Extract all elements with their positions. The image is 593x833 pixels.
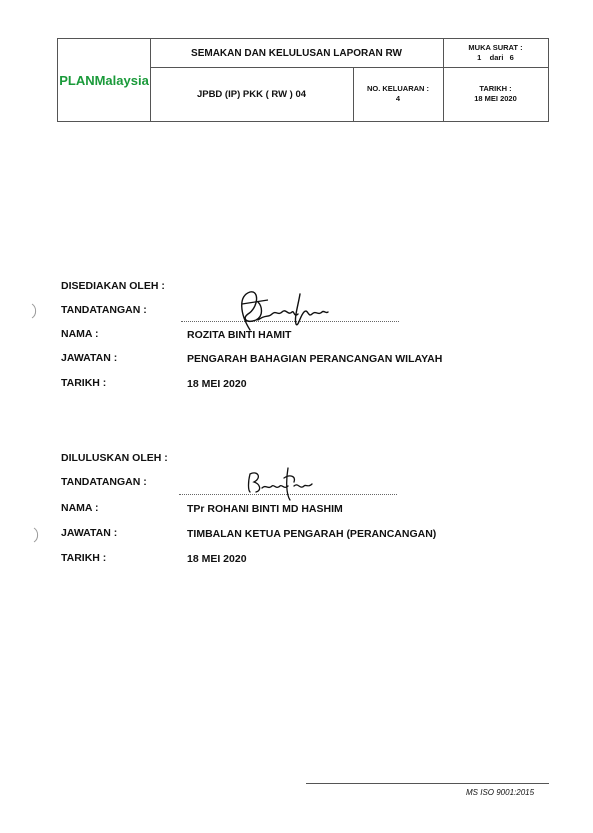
approved-position-label: JAWATAN : [61, 527, 118, 539]
header-date-cell [443, 67, 548, 121]
approved-date-value: 18 MEI 2020 [187, 553, 247, 565]
approved-name-label: NAMA : [61, 502, 99, 514]
page-label: MUKA SURAT : [468, 43, 523, 52]
header-date-label: TARIKH : [479, 84, 512, 93]
hole-punch-mark [28, 302, 42, 320]
header-date-value: 18 MEI 2020 [474, 94, 517, 103]
prepared-section-label: DISEDIAKAN OLEH : [61, 280, 165, 292]
approved-position-value: TIMBALAN KETUA PENGARAH (PERANCANGAN) [187, 528, 437, 540]
approved-date-label: TARIKH : [61, 552, 107, 564]
approved-name-value: TPr ROHANI BINTI MD HASHIM [187, 503, 343, 515]
document-code: JPBD (IP) PKK ( RW ) 04 [196, 88, 307, 100]
approved-signature-label: TANDATANGAN : [61, 476, 147, 488]
prepared-signature-label: TANDATANGAN : [61, 304, 147, 316]
prepared-name-label: NAMA : [61, 328, 99, 340]
prepared-position-value: PENGARAH BAHAGIAN PERANCANGAN WILAYAH [187, 353, 443, 365]
approved-section-label: DILULUSKAN OLEH : [61, 452, 168, 464]
prepared-date-value: 18 MEI 2020 [187, 378, 247, 390]
prepared-name-value: ROZITA BINTI HAMIT [187, 329, 292, 341]
page-value: 1 dari 6 [477, 53, 514, 62]
approved-signature [244, 460, 320, 504]
planmalaysia-logo: PLANMalaysia [59, 72, 149, 88]
page-cell [443, 39, 548, 67]
revision-label: NO. KELUARAN : [366, 84, 430, 93]
prepared-position-label: JAWATAN : [61, 352, 118, 364]
footer-standard: MS ISO 9001:2015 [466, 788, 535, 797]
revision-cell [353, 67, 443, 121]
header-table [57, 38, 549, 122]
footer-rule [306, 783, 549, 784]
revision-value: 4 [395, 94, 401, 103]
prepared-date-label: TARIKH : [61, 377, 107, 389]
hole-punch-mark-2 [30, 526, 44, 544]
document-title: SEMAKAN DAN KELULUSAN LAPORAN RW [191, 47, 402, 59]
